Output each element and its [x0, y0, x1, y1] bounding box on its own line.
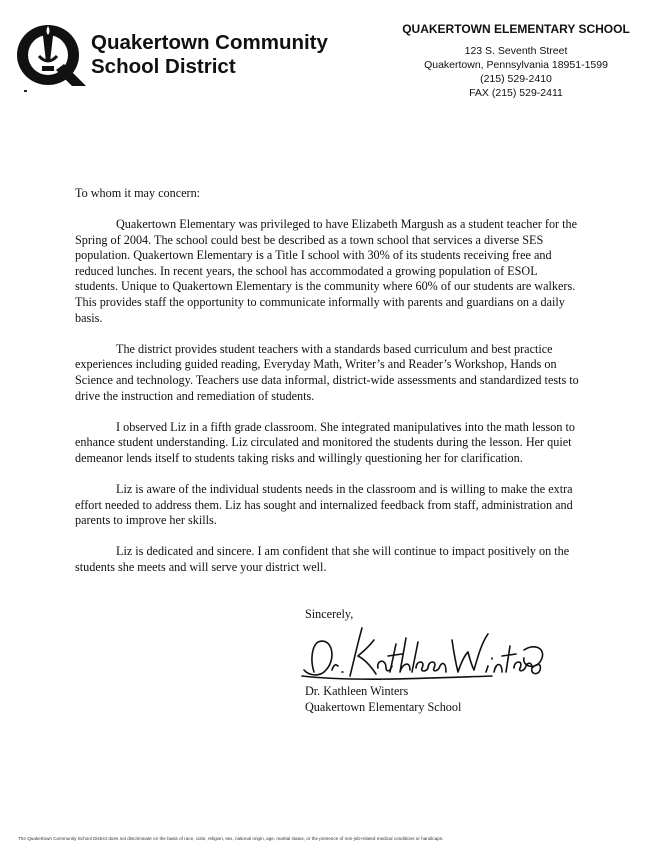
closing: Sincerely, [305, 607, 354, 621]
district-name-line1: Quakertown Community [91, 31, 328, 54]
address-city: Quakertown, Pennsylvania 18951-1599 [424, 59, 608, 71]
scan-speck [24, 90, 27, 92]
signer-block [305, 684, 461, 715]
paragraph-4: Liz is aware of the individual students needs in the classroom and is willing to make the extra effort needed to address them. Liz has sought and internalized feedback from staff, administration and parents to improve her skills. [75, 481, 573, 528]
handwritten-signature [292, 620, 554, 686]
district-logo [14, 22, 86, 88]
nondiscrimination-notice: The Quakertown Community School District does not discriminate on the basis of race, color, religion, sex, national origin, age, marital status, or the presence of non-job-related medical conditions or handicaps. [18, 836, 444, 841]
paragraph-1: Quakertown Elementary was privileged to have Elizabeth Margush as a student teacher for the Spring of 2004. The school could best be described as a town school that services a diverse SES population. Quakertown Elementary is a Title I school with 30% of its students receiving free and reduced lunches. In recent years, the school has accommodated a growing population of ESOL students. Unique to Quakertown Elementary is the community where 60% of our students are walkers. This provides staff the opportunity to communicate informally with parents and guardians on a daily basis. [75, 217, 578, 325]
address-street: 123 S. Seventh Street [464, 45, 568, 57]
salutation: To whom it may concern: [75, 186, 201, 200]
school-address-block [390, 22, 642, 100]
letter-body [75, 186, 580, 591]
signer-name: Dr. Kathleen Winters [305, 684, 409, 698]
district-name [91, 31, 328, 79]
fax-number: FAX (215) 529-2411 [469, 87, 563, 99]
paragraph-3: I observed Liz in a fifth grade classroom. She integrated manipulatives into the math lesson to enhance student understanding. Liz circulated and monitored the students during the lesson. Her quiet demeanor lends itself to students taking risks and willingly questioning her for clarification. [75, 419, 575, 465]
phone-number: (215) 529-2410 [480, 73, 552, 85]
signer-school: Quakertown Elementary School [305, 699, 462, 714]
district-name-line2: School District [91, 55, 236, 78]
school-name: QUAKERTOWN ELEMENTARY SCHOOL [402, 22, 630, 36]
paragraph-5: Liz is dedicated and sincere. I am confident that she will continue to impact positively on the students she meets and will serve your district well. [75, 544, 570, 574]
paragraph-2: The district provides student teachers with a standards based curriculum and best practice experiences including guided reading, Everyday Math, Writer’s and Reader’s Workshop, Hands on Science and technology. Teachers use data informal, district-wide assessments and standardized tests to drive the instruction and remediation of students. [75, 341, 579, 403]
